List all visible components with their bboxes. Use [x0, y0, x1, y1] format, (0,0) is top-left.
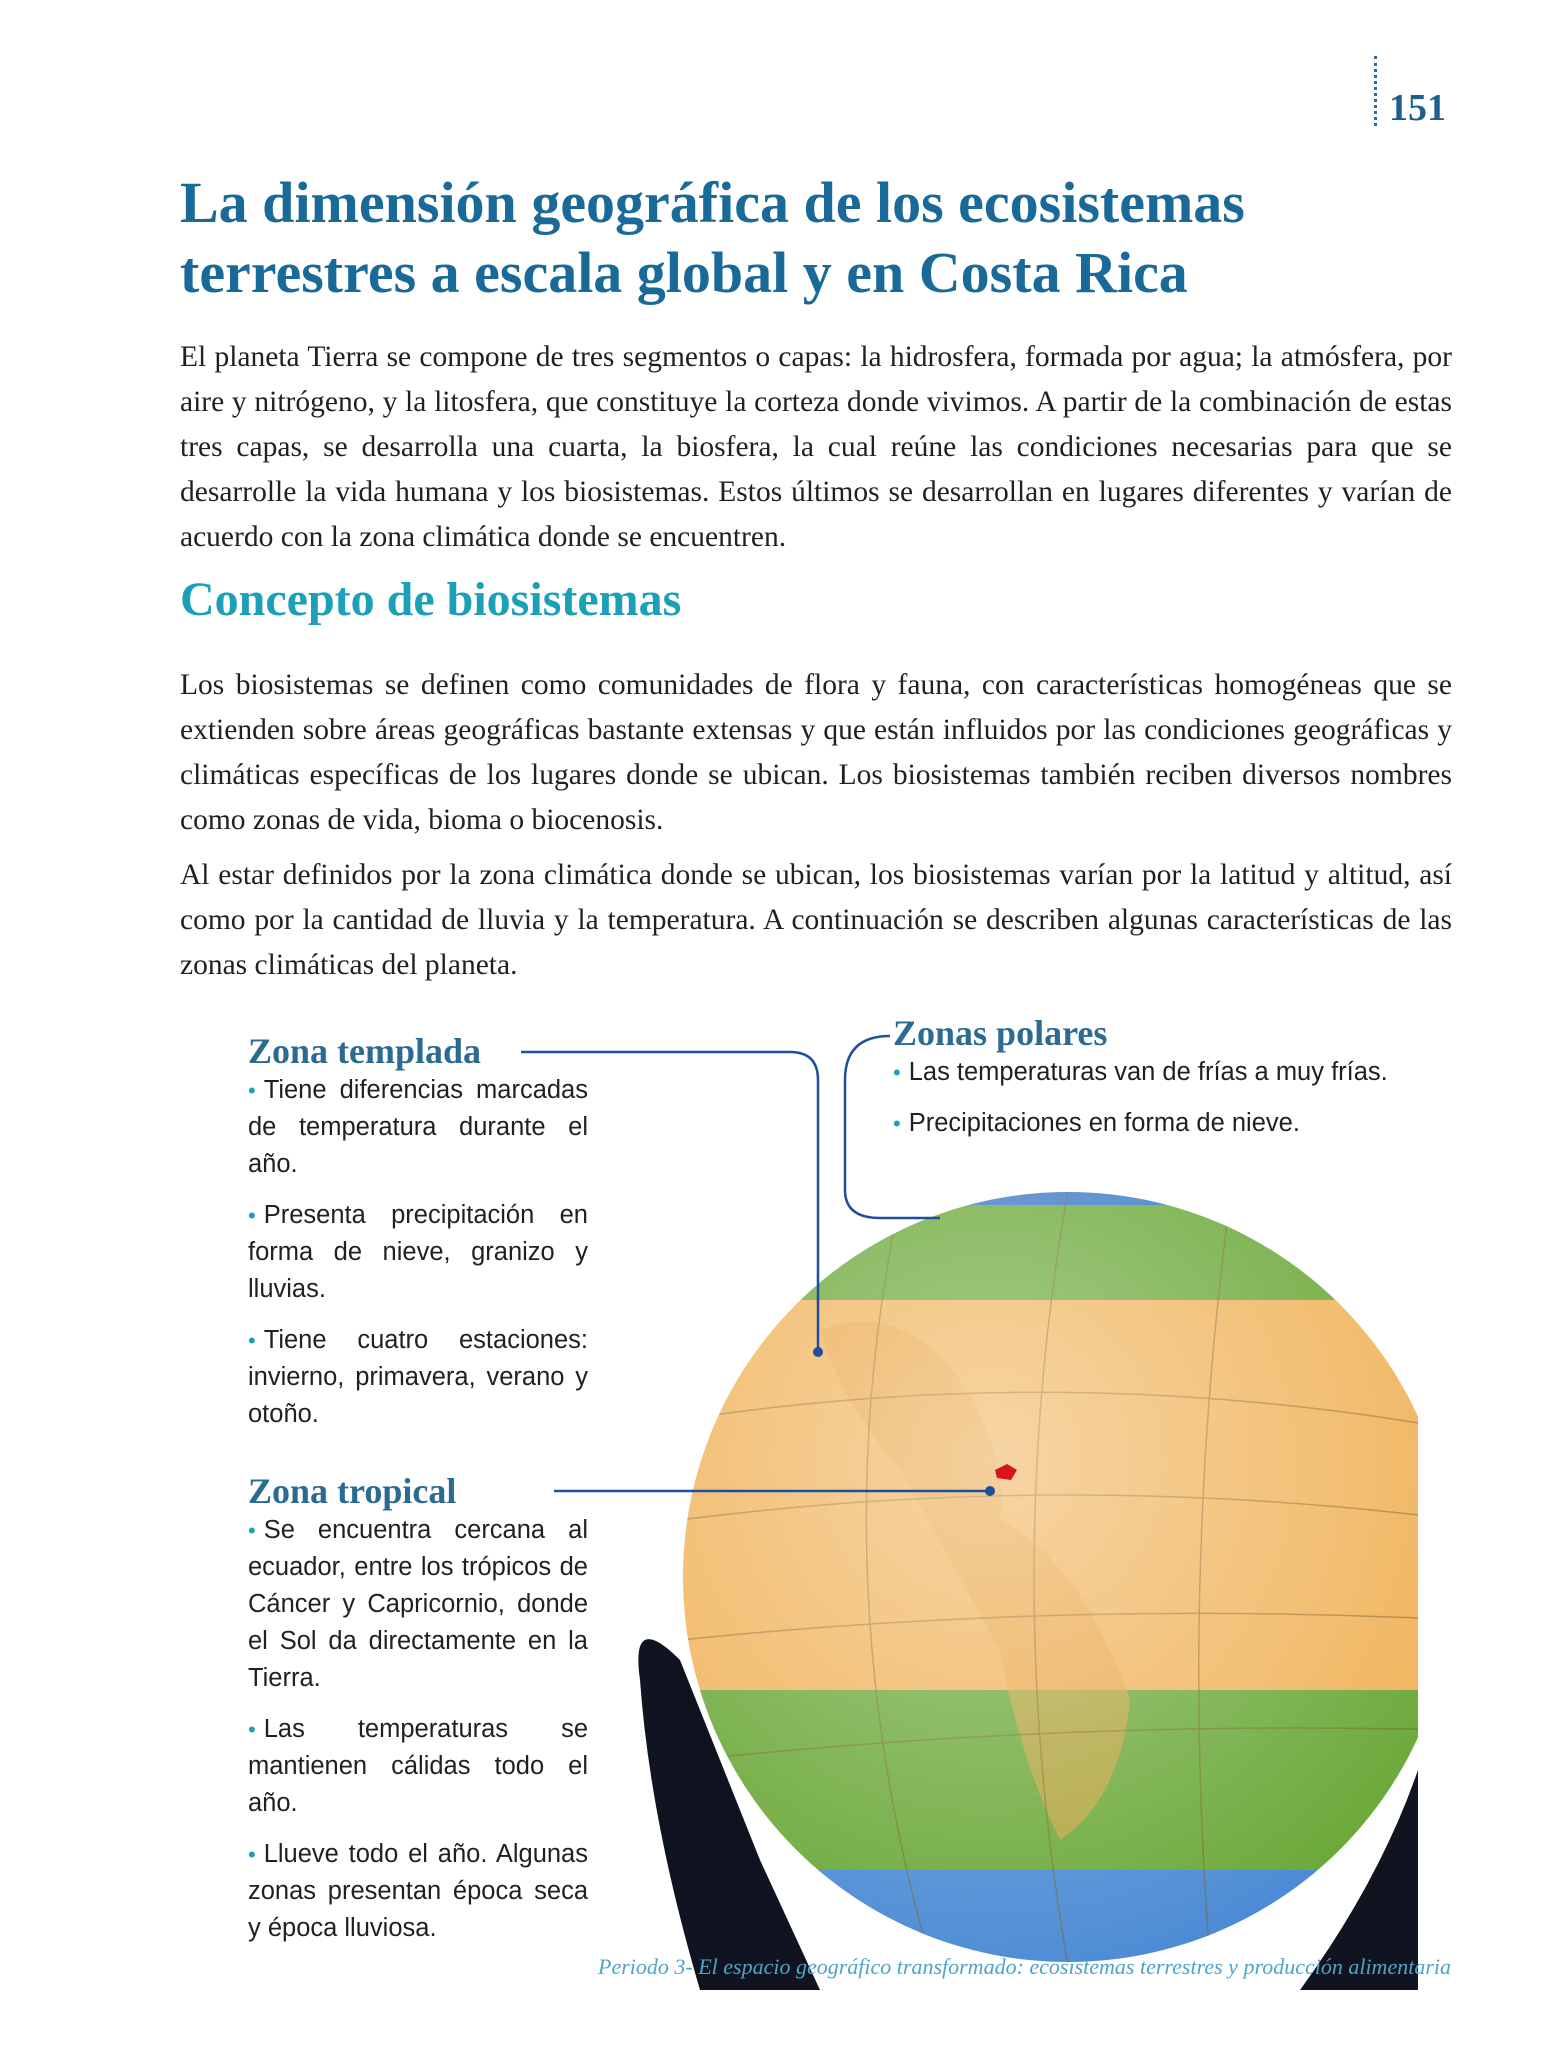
page-title: La dimensión geográfica de los ecosistemas terrestres a escala global y en Costa Rica — [180, 170, 1245, 305]
zonas-polares — [893, 1012, 1433, 1156]
bullet: • Las temperaturas se mantienen cálidas todo el año. — [248, 1715, 588, 1817]
bullet-text: Precipitaciones en forma de nieve. — [908, 1109, 1300, 1137]
intro-paragraph: El planeta Tierra se compone de tres segmentos o capas: la hidrosfera, formada por agua; la atmósfera, por aire y nitrógeno, y la litosfera, que constituye la corteza donde vivimos. A partir de la combinación de estas tres capas, se desarrolla una cuarta, la biosfera, la cual reúne las condiciones necesarias para que se desarrolle la vida humana y los biosistemas. Estos últimos se desarrollan en lugares diferentes y varían de acuerdo con la zona climática donde se encuentren. — [180, 341, 1452, 553]
bullet-text: Las temperaturas van de frías a muy frías. — [908, 1058, 1388, 1086]
bullet: • Las temperaturas van de frías a muy frías. — [893, 1058, 1388, 1086]
bullet-text: Las temperaturas se mantienen cálidas todo el año. — [248, 1715, 588, 1817]
bullet: • Presenta precipitación en forma de nieve, granizo y lluvias. — [248, 1201, 588, 1303]
bullet: • Precipitaciones en forma de nieve. — [893, 1109, 1300, 1137]
page-number-text: 151 — [1389, 87, 1446, 129]
climate-zones-figure — [0, 1000, 1564, 1990]
section-title: Concepto de biosistemas — [180, 573, 682, 626]
zona-templada-title: Zona templada — [248, 1031, 482, 1071]
bullet-text: Tiene cuatro estaciones: invierno, primavera, verano y otoño. — [248, 1326, 588, 1428]
bullet: • Se encuentra cercana al ecuador, entre los trópicos de Cáncer y Capricornio, donde el Sol da directamente en la Tierra. — [248, 1516, 588, 1692]
bullet-text: Tiene diferencias marcadas de temperatura durante el año. — [248, 1076, 588, 1178]
zona-templada — [248, 1030, 588, 1447]
page-footer: Periodo 3- El espacio geográfico transformado: ecosistemas terrestres y producción alimentaria — [598, 1954, 1451, 1979]
bullet-text: Se encuentra cercana al ecuador, entre los trópicos de Cáncer y Capricornio, donde el Sol da directamente en la Tierra. — [248, 1516, 588, 1692]
bullet: • Llueve todo el año. Algunas zonas presentan época seca y época lluviosa. — [248, 1840, 588, 1942]
bullet-text: Presenta precipitación en forma de nieve, granizo y lluvias. — [248, 1201, 588, 1303]
page-number — [1374, 56, 1446, 129]
paragraph-1: Los biosistemas se definen como comunidades de flora y fauna, con características homogéneas que se extienden sobre áreas geográficas bastante extensas y que están influidos por las condiciones geográficas y climáticas específicas de los lugares donde se ubican. Los biosistemas también reciben diversos nombres como zonas de vida, bioma o biocenosis. — [180, 669, 1452, 836]
zona-tropical — [248, 1470, 588, 1961]
bullet: • Tiene diferencias marcadas de temperatura durante el año. — [248, 1076, 588, 1178]
zonas-polares-title: Zonas polares — [893, 1013, 1108, 1053]
zona-tropical-title: Zona tropical — [248, 1471, 457, 1511]
bullet: • Tiene cuatro estaciones: invierno, primavera, verano y otoño. — [248, 1326, 588, 1428]
bullet-text: Llueve todo el año. Algunas zonas presentan época seca y época lluviosa. — [248, 1840, 588, 1942]
paragraph-2: Al estar definidos por la zona climática donde se ubican, los biosistemas varían por la latitud y altitud, así como por la cantidad de lluvia y la temperatura. A continuación se describen algunas características de las zonas climáticas del planeta. — [180, 859, 1452, 981]
